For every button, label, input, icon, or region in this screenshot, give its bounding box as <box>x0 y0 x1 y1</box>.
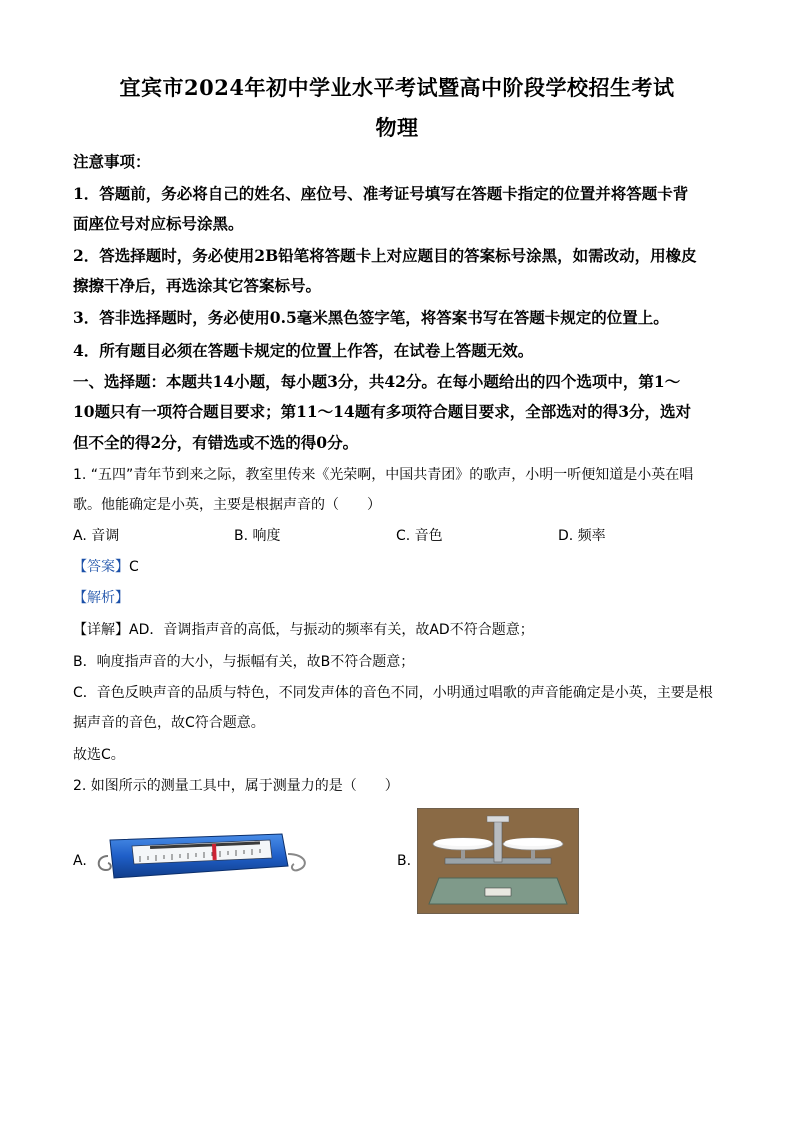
notice-line: 3．答非选择题时，务必使用0.5毫米黑色签字笔，将答案书写在答题卡规定的位置上。 <box>73 308 669 327</box>
figure-a-label: A. <box>73 853 87 869</box>
figure-b-label: B. <box>397 853 412 869</box>
detail-text: AD．音调指声音的高低，与振动的频率有关，故AD不符合题意； <box>129 622 534 638</box>
answer-tag: 【答案】 <box>73 559 129 575</box>
balance-scale-image <box>417 808 579 914</box>
section-instructions: 10题只有一项符合题目要求；第11～14题有多项符合题目要求，全部选对的得3分，选对 <box>73 402 691 421</box>
detail-line: 据声音的音色，故C符合题意。 <box>73 715 265 731</box>
question-1-stem: 1. “五四”青年节到来之际，教室里传来《光荣啊，中国共青团》的歌声，小明一听便知道是小英在唱 <box>73 467 694 483</box>
notice-line: 面座位号对应标号涂黑。 <box>73 214 244 233</box>
exam-title: 宜宾市2024年初中学业水平考试暨高中阶段学校招生考试 <box>119 75 675 100</box>
option-b: B. 响度 <box>234 528 281 544</box>
section-instructions: 一、选择题：本题共14小题，每小题3分，共42分。在每小题给出的四个选项中，第1～ <box>73 372 681 391</box>
question-1-options <box>73 525 733 545</box>
notice-line: 擦擦干净后，再选涂其它答案标号。 <box>73 276 322 295</box>
detail-tag: 【详解】 <box>73 622 129 638</box>
detail-line <box>73 619 733 639</box>
question-2-stem: 2. 如图所示的测量工具中，属于测量力的是（ ） <box>73 778 399 794</box>
analysis-line <box>73 587 733 607</box>
notice-line: 4．所有题目必须在答题卡规定的位置上作答，在试卷上答题无效。 <box>73 341 534 360</box>
analysis-tag: 【解析】 <box>73 590 129 606</box>
option-c: C. 音色 <box>396 528 443 544</box>
section-instructions: 但不全的得2分，有错选或不选的得0分。 <box>73 433 359 452</box>
notice-line: 2．答选择题时，务必使用2B铅笔将答题卡上对应题目的答案标号涂黑，如需改动，用橡皮 <box>73 246 697 265</box>
option-d: D. 频率 <box>558 528 606 544</box>
question-1-stem: 歌。他能确定是小英，主要是根据声音的（ ） <box>73 497 381 513</box>
subject-title: 物理 <box>375 115 419 140</box>
notice-heading: 注意事项： <box>73 152 151 171</box>
answer-line <box>73 556 733 576</box>
detail-line: 故选C。 <box>73 747 125 763</box>
detail-line: B．响度指声音的大小，与振幅有关，故B不符合题意； <box>73 654 415 670</box>
option-a: A. 音调 <box>73 528 120 544</box>
spring-scale-image <box>92 826 318 890</box>
notice-line: 1．答题前，务必将自己的姓名、座位号、准考证号填写在答题卡指定的位置并将答题卡背 <box>73 184 689 203</box>
answer-value: C <box>129 559 139 575</box>
detail-line: C．音色反映声音的品质与特色，不同发声体的音色不同，小明通过唱歌的声音能确定是小英，主要是根 <box>73 685 713 701</box>
